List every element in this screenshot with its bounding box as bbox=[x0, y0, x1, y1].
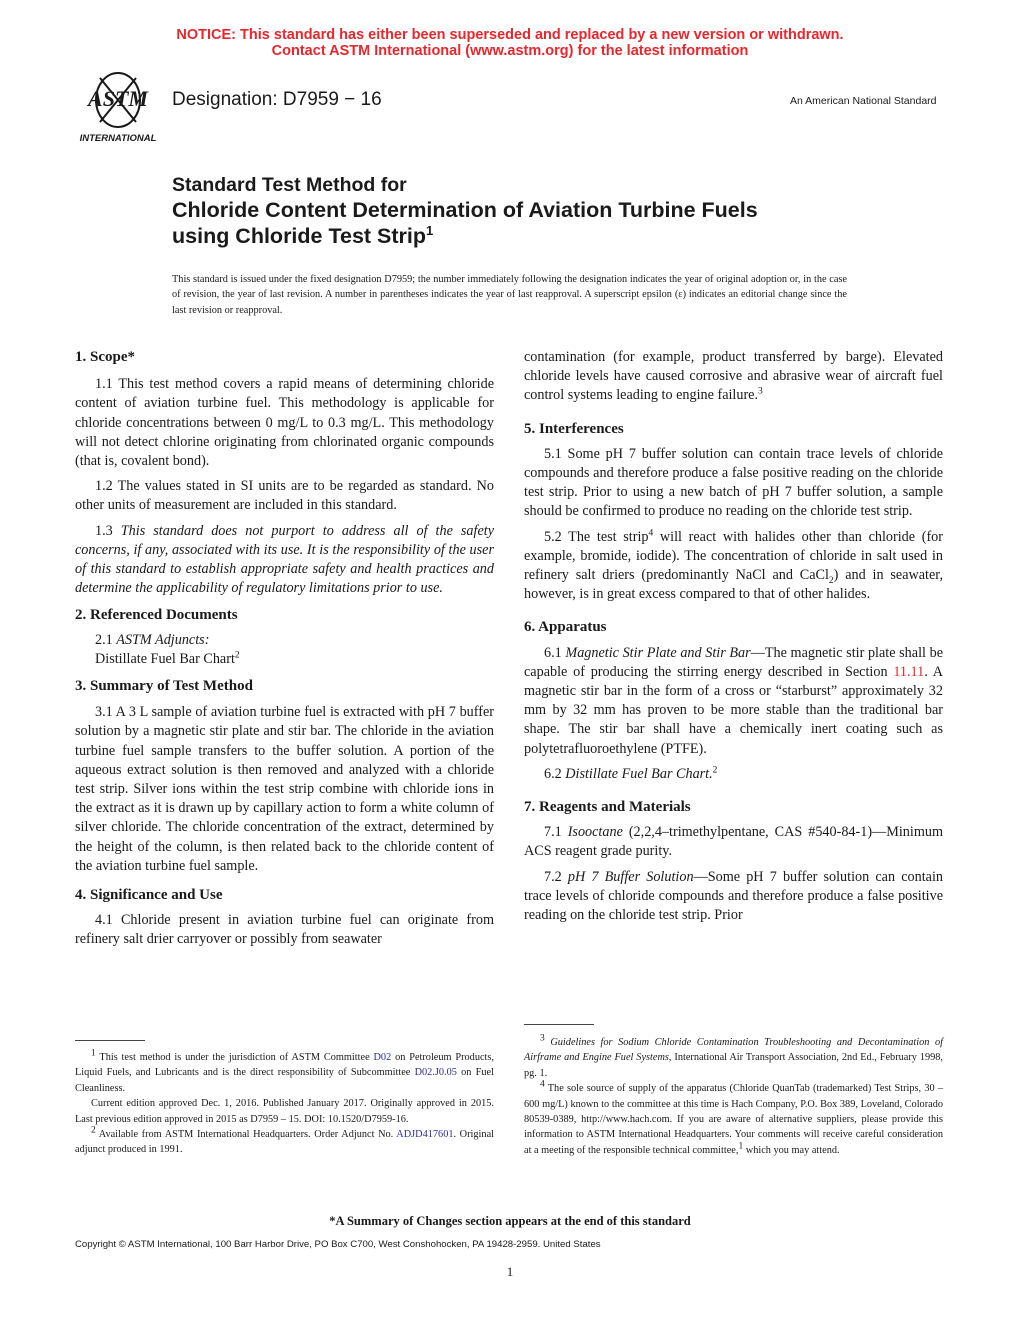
para-5-2-a: 5.2 The test strip bbox=[544, 528, 649, 545]
section-1-heading: 1. Scope* bbox=[75, 349, 135, 365]
para-1-3-num: 1.3 bbox=[95, 522, 113, 539]
title-line-3 bbox=[172, 224, 433, 249]
section-4-heading: 4. Significance and Use bbox=[75, 887, 223, 904]
para-6-2-title: Distillate Fuel Bar Chart. bbox=[565, 765, 713, 782]
para-2-1 bbox=[75, 631, 494, 650]
title-footnote-ref[interactable]: 1 bbox=[426, 222, 434, 238]
footnote-1-a: This test method is under the jurisdiction of ASTM Committee bbox=[95, 1052, 374, 1063]
footnote-rule-left bbox=[75, 1040, 145, 1041]
para-6-2-ref[interactable]: 2 bbox=[712, 765, 718, 776]
notice-line-1: NOTICE: This standard has either been superseded and replaced by a new version or withdrawn. bbox=[176, 27, 844, 43]
para-1-3 bbox=[75, 522, 494, 599]
summary-of-changes-note: *A Summary of Changes section appears at the end of this standard bbox=[329, 1214, 691, 1228]
para-5-2-sub: 2 bbox=[828, 575, 834, 586]
para-6-1-num: 6.1 bbox=[544, 644, 562, 661]
footnote-rule-right bbox=[524, 1024, 594, 1025]
logo-subtext: INTERNATIONAL bbox=[79, 133, 157, 144]
page-number: 1 bbox=[506, 1264, 514, 1279]
left-column bbox=[75, 348, 494, 950]
para-4-1-right bbox=[524, 348, 943, 406]
para-6-1 bbox=[524, 644, 943, 759]
footnote-3-title: Guidelines for Sodium Chloride Contamination Troubleshooting and Decontamination of Airframe and Engine Fuel Systems bbox=[524, 1037, 944, 1064]
footnote-4-a: The sole source of supply of the apparatus (Chloride QuanTab (trademarked) Test Strips, 30 – 600 mg/L) known to the committee at this time is Hach Company, P.O. Box 389, Loveland, Colorado 80539-0389, http://www.hach.com. If you are aware of alternative suppliers, please provide this information to ASTM International Headquarters. Your comments will receive careful consideration at a meeting of the responsible technical committee, bbox=[524, 1083, 943, 1156]
footnote-1-ref: 1 bbox=[91, 1048, 96, 1059]
designation: Designation: D7959 − 16 bbox=[172, 89, 382, 110]
para-6-2 bbox=[524, 765, 943, 784]
committee-d02-link[interactable]: D02 bbox=[373, 1052, 392, 1063]
para-6-1-b: . A magnetic stir bar in the form of a cross or “starburst” approximately 32 mm by 32 mm has proven to be more stable than the traditional bar shape. The stir bar shall have a chemically inert coating such as polytetrafluoroethylene (PTFE). bbox=[524, 663, 943, 757]
para-7-2 bbox=[524, 868, 943, 926]
title-line-1: Standard Test Method for bbox=[172, 174, 407, 196]
footnote-2-b: . Original adjunct produced in 1991. bbox=[75, 1129, 494, 1156]
footnotes-left bbox=[75, 1050, 494, 1158]
footnote-1-b: on Petroleum Products, Liquid Fuels, and Lubricants and is the direct responsibility of Subcommittee bbox=[75, 1052, 494, 1079]
footnote-4-b: which you may attend. bbox=[743, 1144, 840, 1156]
logo-text: ASTM bbox=[88, 86, 148, 111]
para-4-1-ref[interactable]: 3 bbox=[758, 386, 763, 397]
para-2-1-text: ASTM Adjuncts: bbox=[116, 631, 210, 648]
para-5-2 bbox=[524, 528, 943, 605]
para-6-1-title: Magnetic Stir Plate and Stir Bar bbox=[565, 644, 751, 661]
adjunct-item-ref[interactable]: 2 bbox=[234, 650, 240, 661]
para-3-1: 3.1 A 3 L sample of aviation turbine fuel is extracted with pH 7 buffer solution by a magnetic stir plate and stir bar. The chloride in the aviation turbine fuel sample transfers to the buffer solution. A portion of the aqueous extract solution is then removed and analyzed with a chloride test strip. Silver ions within the test strip combine with chloride ions in the extract as it is drawn up by capillary action to form a white column of silver chloride. The chloride concentration of the extract, determined by the height of the column, is then related back to the chloride content of the aviation turbine fuel sample. bbox=[75, 704, 494, 874]
issued-note: This standard is issued under the fixed designation D7959; the number immediately following the designation indicates the year of original adoption or, in the case of revision, the year of last revision. A number in parentheses indicates the year of last reapproval. A superscript epsilon (ε) indicates an editorial change since the last revision or reapproval. bbox=[172, 274, 847, 316]
para-4-1-left: 4.1 Chloride present in aviation turbine fuel can originate from refinery salt drier carryover or possibly from seawater bbox=[75, 912, 494, 948]
para-5-1: 5.1 Some pH 7 buffer solution can contain trace levels of chloride compounds and therefore produce a false positive reading on the chloride test strip. Prior to using a new batch of pH 7 buffer solution, a sample should be confirmed to produce no reading on the chloride test strip. bbox=[524, 445, 943, 520]
footnote-2 bbox=[75, 1127, 494, 1158]
footnote-3-ref: 3 bbox=[540, 1033, 545, 1044]
section-11-11-link[interactable]: 11.11 bbox=[893, 663, 925, 680]
subcommittee-link[interactable]: D02.J0.05 bbox=[414, 1067, 457, 1079]
footnote-4-ref2: 1 bbox=[738, 1141, 744, 1152]
para-7-2-num: 7.2 bbox=[544, 868, 562, 885]
section-6-heading: 6. Apparatus bbox=[524, 619, 607, 636]
para-6-1-a: —The magnetic stir plate shall be capable of producing the stirring energy described in Section bbox=[524, 644, 943, 680]
footnote-2-a: Available from ASTM International Headquarters. Order Adjunct No. bbox=[95, 1129, 397, 1141]
para-7-1 bbox=[524, 823, 943, 861]
para-7-1-title: Isooctane bbox=[567, 824, 623, 841]
copyright: Copyright © ASTM International, 100 Barr Harbor Drive, PO Box C700, West Conshohocken, PA 19428-2959. United States bbox=[75, 1239, 601, 1250]
para-7-1-num: 7.1 bbox=[544, 824, 562, 841]
para-1-3-text: This standard does not purport to address all of the safety concerns, if any, associated with its use. It is the responsibility of the user of this standard to establish appropriate safety and health practices and determine the applicability of regulatory limitations prior to use. bbox=[75, 522, 494, 597]
american-national-standard: An American National Standard bbox=[790, 95, 937, 107]
astm-logo bbox=[76, 70, 160, 146]
footnote-2-ref: 2 bbox=[91, 1125, 96, 1136]
para-1-1: 1.1 This test method covers a rapid means of determining chloride content of aviation turbine fuel. This methodology is applicable for chloride concentrations between 0 mg/L to 0.3 mg/L. This methodology will not detect chlorine originating from chlorinated organic compounds (that is, covalent bond). bbox=[75, 376, 494, 470]
right-column bbox=[524, 348, 943, 925]
para-7-1-text: (2,2,4–trimethylpentane, CAS #540-84-1)—Minimum ACS reagent grade purity. bbox=[524, 824, 943, 860]
footnote-3-text: , International Air Transport Association, 2nd Ed., February 1998, pg. 1. bbox=[524, 1052, 943, 1079]
footnote-1 bbox=[75, 1050, 494, 1096]
para-2-1-num: 2.1 bbox=[95, 631, 113, 648]
title-line-3-text: using Chloride Test Strip bbox=[172, 224, 427, 248]
para-6-2-num: 6.2 bbox=[544, 765, 562, 782]
para-5-2-c: ) and in seawater, however, is in great excess compared to that of other halides. bbox=[524, 567, 943, 603]
section-5-heading: 5. Interferences bbox=[524, 420, 624, 437]
section-7-heading: 7. Reagents and Materials bbox=[524, 799, 691, 816]
adjunct-order-link[interactable]: ADJD417601 bbox=[396, 1129, 454, 1141]
footnote-4 bbox=[524, 1081, 943, 1158]
para-5-2-ref[interactable]: 4 bbox=[648, 527, 654, 538]
adjunct-item bbox=[75, 650, 494, 669]
section-3-heading: 3. Summary of Test Method bbox=[75, 678, 253, 695]
footnote-1-c: on Fuel Cleanliness. bbox=[75, 1067, 494, 1094]
footnote-4-ref: 4 bbox=[540, 1079, 545, 1090]
section-2-heading: 2. Referenced Documents bbox=[75, 607, 238, 624]
para-7-2-title: pH 7 Buffer Solution bbox=[567, 868, 694, 885]
para-4-1-right-text: contamination (for example, product transferred by barge). Elevated chloride levels have caused corrosive and abrasive wear of aircraft fuel control systems leading to engine failure. bbox=[524, 349, 943, 404]
adjunct-item-text: Distillate Fuel Bar Chart bbox=[95, 650, 235, 667]
para-1-2: 1.2 The values stated in SI units are to be regarded as standard. No other units of measurement are included in this standard. bbox=[75, 478, 494, 514]
para-7-2-text: —Some pH 7 buffer solution can contain trace levels of chloride compounds and therefore produce a false positive reading on the chloride test strip. Prior bbox=[524, 868, 943, 924]
notice-line-2: Contact ASTM International (www.astm.org) for the latest information bbox=[271, 43, 749, 59]
footnotes-right bbox=[524, 1035, 943, 1158]
footnote-1-edition: Current edition approved Dec. 1, 2016. Published January 2017. Originally approved in 2015. Last previous edition approved in 2015 as D7959 – 15. DOI: 10.1520/D7959-16. bbox=[75, 1098, 494, 1125]
para-5-2-b: will react with halides other than chloride (for example, bromide, iodide). The concentration of chloride in salt used in refinery salt driers (predominantly NaCl and CaCl bbox=[524, 528, 943, 584]
footnote-3 bbox=[524, 1035, 943, 1081]
title-line-2: Chloride Content Determination of Aviation Turbine Fuels bbox=[172, 198, 758, 222]
